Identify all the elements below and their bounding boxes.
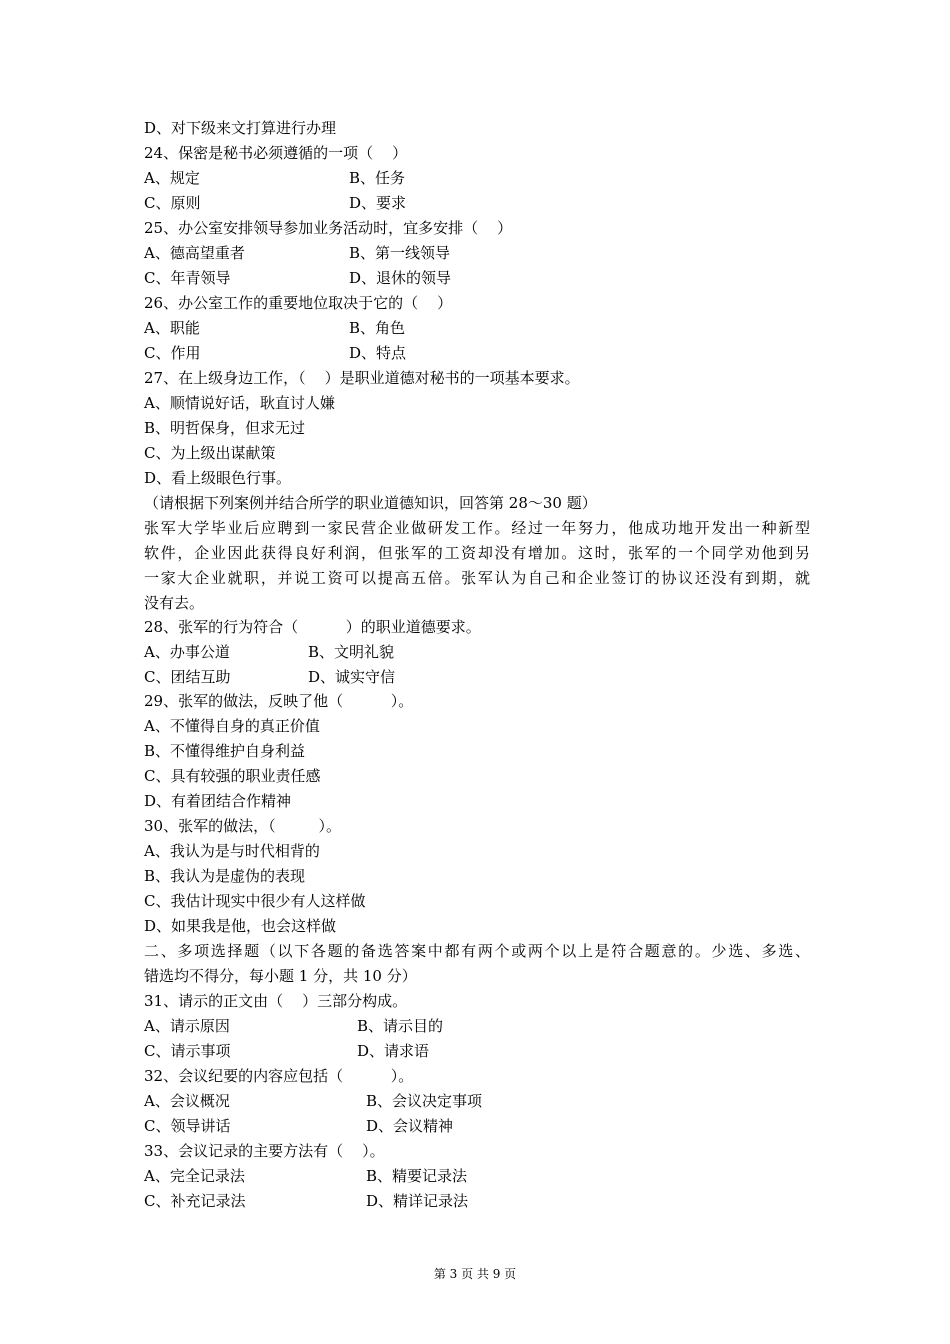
case-text-line: 一家大企业就职，并说工资可以提高五倍。张军认为自己和企业签订的协议还没有到期，就 — [144, 569, 810, 587]
case-intro: （请根据下列案例并结合所学的职业道德知识，回答第 28～30 题） — [144, 494, 597, 512]
q25-stem: 25、办公室安排领导参加业务活动时，宜多安排（ ） — [144, 219, 513, 237]
q33-option-b: B、精要记录法 — [366, 1167, 468, 1185]
q30-option-a: A、我认为是与时代相背的 — [144, 842, 320, 860]
q24-option-c: C、原则 — [144, 194, 201, 212]
q25-option-a: A、德高望重者 — [144, 244, 245, 262]
q32-option-a: A、会议概况 — [144, 1092, 230, 1110]
q31-option-d: D、请求语 — [357, 1042, 430, 1060]
q31-option-b: B、请示目的 — [357, 1017, 444, 1035]
q27-option-a: A、顺情说好话，耿直讨人嫌 — [144, 394, 335, 412]
q23-option-d: D、对下级来文打算进行办理 — [144, 119, 337, 137]
q29-option-b: B、不懂得维护自身利益 — [144, 742, 306, 760]
q29-stem: 29、张军的做法，反映了他（ ）。 — [144, 692, 414, 710]
case-text-line: 张军大学毕业后应聘到一家民营企业做研发工作。经过一年努力，他成功地开发出一种新型 — [144, 519, 810, 537]
q32-option-b: B、会议决定事项 — [366, 1092, 483, 1110]
q24-option-d: D、要求 — [349, 194, 407, 212]
q30-stem: 30、张军的做法，（ ）。 — [144, 817, 342, 835]
q24-option-b: B、任务 — [349, 169, 406, 187]
q26-stem: 26、办公室工作的重要地位取决于它的（ ） — [144, 294, 453, 312]
q29-option-c: C、具有较强的职业责任感 — [144, 767, 321, 785]
q25-option-c: C、年青领导 — [144, 269, 231, 287]
q26-option-a: A、职能 — [144, 319, 200, 337]
q30-option-b: B、我认为是虚伪的表现 — [144, 867, 306, 885]
case-text-line: 软件，企业因此获得良好利润，但张军的工资却没有增加。这时，张军的一个同学劝他到另 — [144, 544, 810, 562]
q32-option-c: C、领导讲话 — [144, 1117, 231, 1135]
case-text-line: 没有去。 — [144, 594, 205, 612]
q31-option-a: A、请示原因 — [144, 1017, 230, 1035]
q28-stem: 28、张军的行为符合（ ）的职业道德要求。 — [144, 618, 481, 636]
q31-stem: 31、请示的正文由（ ）三部分构成。 — [144, 992, 408, 1010]
page-number-footer: 第 3 页 共 9 页 — [433, 1267, 517, 1281]
q29-option-a: A、不懂得自身的真正价值 — [144, 717, 320, 735]
q27-option-d: D、看上级眼色行事。 — [144, 469, 292, 487]
q27-option-c: C、为上级出谋献策 — [144, 444, 276, 462]
q31-option-c: C、请示事项 — [144, 1042, 231, 1060]
q27-option-b: B、明哲保身，但求无过 — [144, 419, 306, 437]
q33-option-a: A、完全记录法 — [144, 1167, 245, 1185]
q28-option-c: C、团结互助 — [144, 668, 231, 686]
q28-option-d: D、诚实守信 — [308, 668, 396, 686]
q27-stem: 27、在上级身边工作，（ ）是职业道德对秘书的一项基本要求。 — [144, 369, 580, 387]
q28-option-b: B、文明礼貌 — [308, 643, 395, 661]
q29-option-d: D、有着团结合作精神 — [144, 792, 292, 810]
q24-option-a: A、规定 — [144, 169, 200, 187]
q26-option-d: D、特点 — [349, 344, 407, 362]
q24-stem: 24、保密是秘书必须遵循的一项（ ） — [144, 144, 408, 162]
q25-option-d: D、退休的领导 — [349, 269, 452, 287]
q32-stem: 32、会议纪要的内容应包括（ ）。 — [144, 1067, 414, 1085]
q33-option-c: C、补充记录法 — [144, 1192, 246, 1210]
q28-option-a: A、办事公道 — [144, 643, 230, 661]
q30-option-d: D、如果我是他，也会这样做 — [144, 917, 337, 935]
q33-stem: 33、会议记录的主要方法有（ ）。 — [144, 1142, 385, 1160]
section-instructions: 错选均不得分，每小题 1 分，共 10 分） — [144, 967, 417, 985]
q32-option-d: D、会议精神 — [366, 1117, 454, 1135]
q26-option-c: C、作用 — [144, 344, 201, 362]
q33-option-d: D、精详记录法 — [366, 1192, 469, 1210]
q30-option-c: C、我估计现实中很少有人这样做 — [144, 892, 366, 910]
q25-option-b: B、第一线领导 — [349, 244, 451, 262]
q26-option-b: B、角色 — [349, 319, 406, 337]
section-heading-multiple-choice: 二、多项选择题（以下各题的备选答案中都有两个或两个以上是符合题意的。少选、多选、 — [144, 942, 810, 960]
